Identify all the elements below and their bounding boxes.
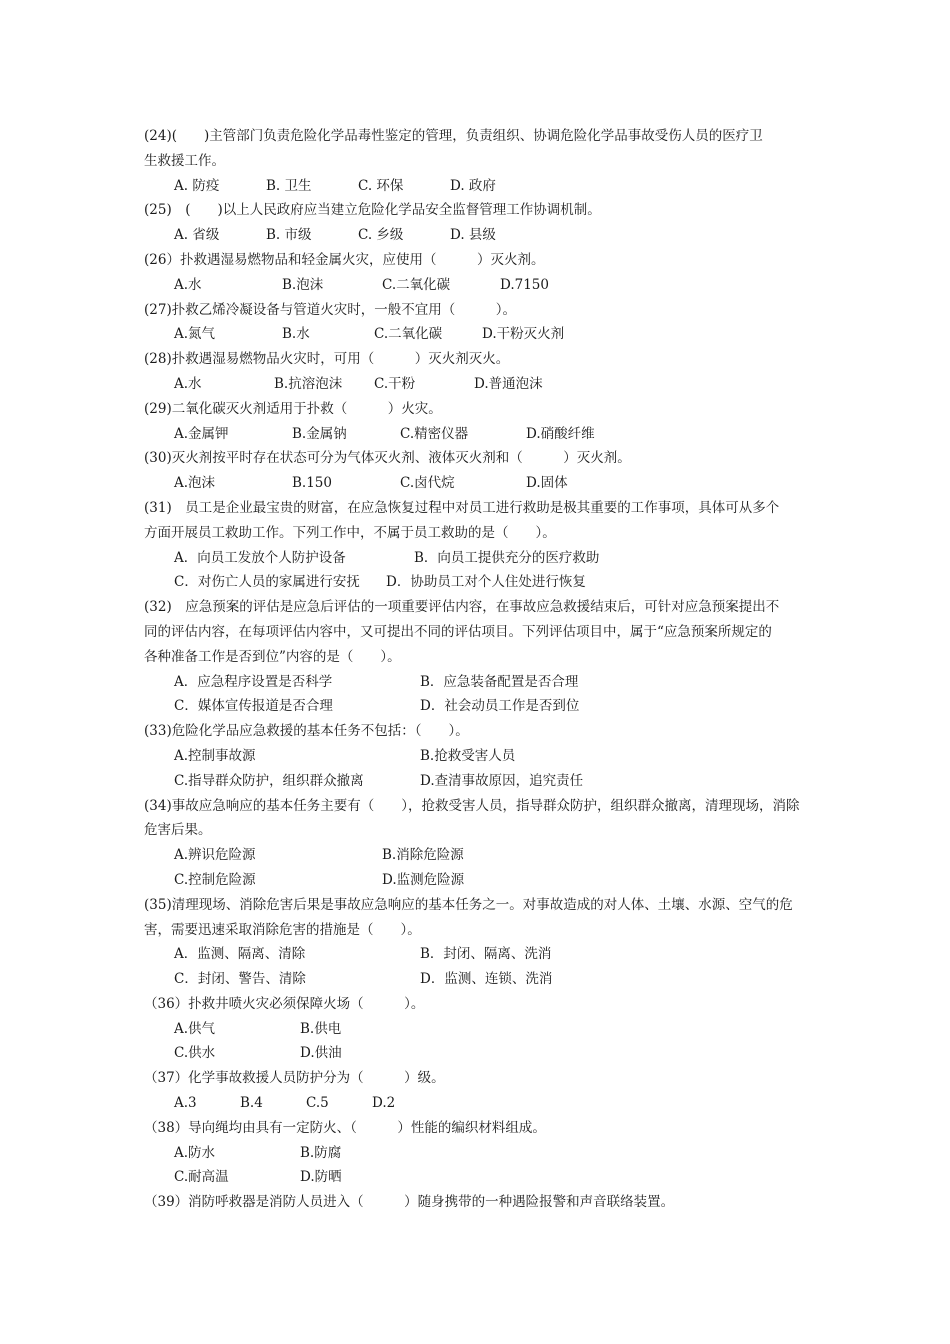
question-list [144, 124, 816, 1215]
option-c: C.供水 [174, 1045, 216, 1062]
option-b: B.泡沫 [282, 276, 324, 293]
option-c: C.卤代烷 [400, 475, 455, 492]
question-32-text-cont: 同的评估内容，在每项评估内容中，又可提出不同的评估项目。下列评估项目中，属于“应急预案所规定的 [144, 623, 772, 640]
option-c: C.精密仪器 [400, 425, 469, 442]
question-36-options-row2 [144, 1041, 816, 1066]
question-33-options-row1 [144, 744, 816, 769]
option-d: D.防晒 [300, 1169, 342, 1186]
option-a: A.水 [174, 375, 202, 392]
question-26-options [144, 273, 816, 298]
option-d: D.硝酸纤维 [526, 425, 595, 442]
option-a: A.氮气 [174, 326, 216, 343]
question-33-options-row2 [144, 769, 816, 794]
question-31-text: (31) 员工是企业最宝贵的财富，在应急恢复过程中对员工进行救助是极其重要的工作事项，具体可从多个 [144, 499, 780, 516]
question-32-options-row1 [144, 670, 816, 695]
option-b: B.供电 [300, 1020, 342, 1037]
question-38-options-row2 [144, 1165, 816, 1190]
option-d: D.普通泡沫 [474, 375, 543, 392]
option-b: B.4 [240, 1095, 263, 1112]
question-35-text-cont: 害，需要迅速采取消除危害的措施是（ ）。 [144, 921, 421, 938]
option-b: B.水 [282, 326, 310, 343]
option-d: D.供油 [300, 1045, 342, 1062]
option-d: D．协助员工对个人住处进行恢复 [386, 574, 586, 591]
question-31-options-row2 [144, 570, 816, 595]
option-a: A．监测、隔离、清除 [174, 946, 306, 963]
question-27-options [144, 322, 816, 347]
question-38-options-row1 [144, 1141, 816, 1166]
question-39-text: （39）消防呼救器是消防人员进入（ ）随身携带的一种遇险报警和声音联络装置。 [144, 1194, 675, 1211]
option-a: A.3 [174, 1095, 197, 1112]
option-b: B．应急装备配置是否合理 [420, 673, 579, 690]
option-b: B.防腐 [300, 1144, 342, 1161]
option-d: D．监测、连锁、洗消 [420, 971, 553, 988]
option-c: C.控制危险源 [174, 871, 256, 888]
option-b: B.抢救受害人员 [420, 747, 516, 764]
question-32-text: (32) 应急预案的评估是应急后评估的一项重要评估内容，在事故应急救援结束后，可针对应急预案提出不 [144, 599, 780, 616]
question-30-options [144, 471, 816, 496]
question-31-options-row1 [144, 546, 816, 571]
option-c: C.二氧化碳 [382, 276, 451, 293]
question-35-text: (35)清理现场、消除危害后果是事故应急响应的基本任务之一。对事故造成的对人体、土壤、水源、空气的危 [144, 896, 793, 913]
question-24-text-cont: 生救援工作。 [144, 152, 225, 169]
option-c: C．媒体宣传报道是否合理 [174, 698, 333, 715]
option-b: B.150 [292, 475, 332, 492]
option-c: C. 乡级 [358, 227, 404, 244]
question-28-text: (28)扑救遇湿易燃物品火灾时，可用（ ）灭火剂灭火。 [144, 351, 510, 368]
option-b: B．向员工提供充分的医疗救助 [414, 549, 600, 566]
option-a: A.水 [174, 276, 202, 293]
question-37-options [144, 1091, 816, 1116]
question-36-text: （36）扑救井喷火灾必须保障火场（ ）。 [144, 995, 425, 1012]
option-d: D.固体 [526, 475, 568, 492]
question-32-text-cont2: 各种准备工作是否到位”内容的是（ ）。 [144, 648, 401, 665]
option-c: C.干粉 [374, 375, 416, 392]
question-29-text: (29)二氧化碳灭火剂适用于扑救（ ）火灾。 [144, 400, 442, 417]
question-34-text: (34)事故应急响应的基本任务主要有（ ），抢救受害人员，指导群众防护，组织群众撤离，清理现场，消除 [144, 797, 800, 814]
option-a: A. 防疫 [174, 177, 220, 194]
option-c: C.二氧化碳 [374, 326, 443, 343]
question-34-options-row2 [144, 868, 816, 893]
option-a: A.金属钾 [174, 425, 229, 442]
option-b: B.消除危险源 [382, 847, 464, 864]
option-a: A. 省级 [174, 227, 220, 244]
question-26-text: (26）扑救遇湿易燃物品和轻金属火灾，应使用（ ）灭火剂。 [144, 251, 545, 268]
question-25-text: (25) ( )以上人民政府应当建立危险化学品安全监督管理工作协调机制。 [144, 202, 601, 219]
option-d: D. 政府 [450, 177, 496, 194]
option-a: A.辨识危险源 [174, 847, 256, 864]
question-34-options-row1 [144, 843, 816, 868]
option-c: C．封闭、警告、清除 [174, 971, 306, 988]
option-b: B．封闭、隔离、洗消 [420, 946, 552, 963]
option-b: B.抗溶泡沫 [274, 375, 343, 392]
question-24-text: (24)( )主管部门负责危险化学品毒性鉴定的管理，负责组织、协调危险化学品事故受伤人员的医疗卫 [144, 128, 763, 144]
option-c: C.指导群众防护，组织群众撤离 [174, 772, 364, 789]
option-d: D.监测危险源 [382, 871, 465, 888]
option-a: A.控制事故源 [174, 747, 256, 764]
option-d: D.查清事故原因，追究责任 [420, 772, 584, 789]
option-b: B. 卫生 [266, 177, 312, 194]
question-30-text: (30)灭火剂按平时存在状态可分为气体灭火剂、液体灭火剂和（ ）灭火剂。 [144, 450, 631, 467]
option-b: B. 市级 [266, 227, 312, 244]
option-c: C. 环保 [358, 177, 404, 194]
question-28-options [144, 372, 816, 397]
question-29-options [144, 422, 816, 447]
option-a: A.供气 [174, 1020, 216, 1037]
question-38-text: （38）导向绳均由具有一定防火、（ ）性能的编织材料组成。 [144, 1119, 546, 1136]
question-25-options [144, 223, 816, 248]
option-b: B.金属钠 [292, 425, 347, 442]
question-35-options-row2 [144, 967, 816, 992]
option-c: C．对伤亡人员的家属进行安抚 [174, 574, 360, 591]
option-a: A．应急程序设置是否科学 [174, 673, 333, 690]
option-c: C.5 [306, 1095, 329, 1112]
option-d: D.干粉灭火剂 [482, 326, 565, 343]
question-33-text: (33)危险化学品应急救援的基本任务不包括：（ ）。 [144, 723, 469, 740]
option-d: D．社会动员工作是否到位 [420, 698, 580, 715]
option-d: D.2 [372, 1095, 396, 1112]
question-37-text: （37）化学事故救援人员防护分为（ ）级。 [144, 1070, 445, 1087]
question-27-text: (27)扑救乙烯冷凝设备与管道火灾时，一般不宜用（ ）。 [144, 301, 516, 318]
question-31-text-cont: 方面开展员工救助工作。下列工作中，不属于员工救助的是（ ）。 [144, 524, 556, 541]
question-34-text-cont: 危害后果。 [144, 822, 212, 839]
option-c: C.耐高温 [174, 1169, 229, 1186]
question-32-options-row2 [144, 694, 816, 719]
option-d: D.7150 [500, 276, 549, 293]
option-a: A.泡沫 [174, 475, 216, 492]
question-36-options-row1 [144, 1017, 816, 1042]
option-d: D. 县级 [450, 227, 496, 244]
option-a: A．向员工发放个人防护设备 [174, 549, 346, 566]
option-a: A.防水 [174, 1144, 216, 1161]
question-24-options [144, 174, 816, 199]
question-35-options-row1 [144, 942, 816, 967]
